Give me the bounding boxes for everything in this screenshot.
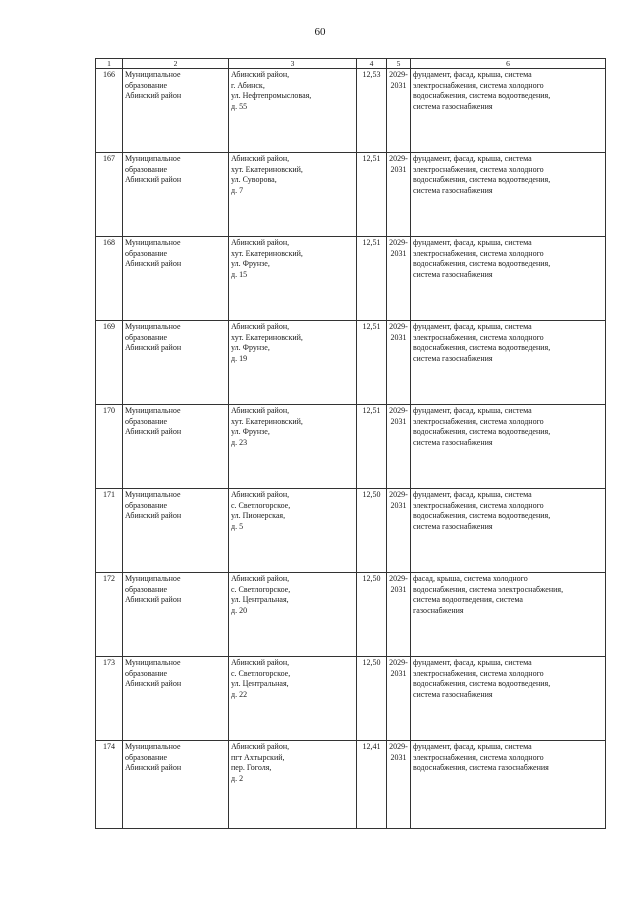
row-number: 173	[96, 657, 123, 741]
cost-cell: 12,53	[357, 69, 387, 153]
works-cell: фундамент, фасад, крыша, система электроснабжения, система холодного водоснабжения, система водоотведения, система газоснабжения	[411, 69, 606, 153]
municipality-cell: Муниципальное образование Абинский район	[123, 69, 229, 153]
header-col-4: 4	[357, 59, 387, 69]
repair-program-table	[95, 58, 606, 829]
period-cell: 2029- 2031	[387, 69, 411, 153]
municipality-cell: Муниципальное образование Абинский район	[123, 321, 229, 405]
cost-cell: 12,51	[357, 321, 387, 405]
address-cell: Абинский район, хут. Екатериновский, ул. Суворова, д. 7	[229, 153, 357, 237]
header-col-3: 3	[229, 59, 357, 69]
table-row	[96, 741, 606, 829]
cost-cell: 12,51	[357, 405, 387, 489]
municipality-cell: Муниципальное образование Абинский район	[123, 657, 229, 741]
municipality-cell: Муниципальное образование Абинский район	[123, 741, 229, 829]
works-cell: фасад, крыша, система холодного водоснабжения, система электроснабжения, система водоотведения, система газоснабжения	[411, 573, 606, 657]
header-col-1: 1	[96, 59, 123, 69]
row-number: 171	[96, 489, 123, 573]
row-number: 169	[96, 321, 123, 405]
table-row	[96, 237, 606, 321]
page-number: 60	[314, 26, 326, 38]
row-number: 166	[96, 69, 123, 153]
period-cell: 2029- 2031	[387, 573, 411, 657]
header-col-6: 6	[411, 59, 606, 69]
cost-cell: 12,50	[357, 489, 387, 573]
address-cell: Абинский район, с. Светлогорское, ул. Пионерская, д. 5	[229, 489, 357, 573]
municipality-cell: Муниципальное образование Абинский район	[123, 573, 229, 657]
row-number: 168	[96, 237, 123, 321]
header-col-5: 5	[387, 59, 411, 69]
period-cell: 2029- 2031	[387, 153, 411, 237]
cost-cell: 12,51	[357, 153, 387, 237]
table-row	[96, 489, 606, 573]
table-row	[96, 69, 606, 153]
table-row	[96, 573, 606, 657]
header-row	[96, 59, 606, 69]
period-cell: 2029- 2031	[387, 237, 411, 321]
row-number: 174	[96, 741, 123, 829]
table-row	[96, 657, 606, 741]
address-cell: Абинский район, пгт Ахтырский, пер. Гоголя, д. 2	[229, 741, 357, 829]
works-cell: фундамент, фасад, крыша, система электроснабжения, система холодного водоснабжения, система водоотведения, система газоснабжения	[411, 321, 606, 405]
works-cell: фундамент, фасад, крыша, система электроснабжения, система холодного водоснабжения, система водоотведения, система газоснабжения	[411, 405, 606, 489]
address-cell: Абинский район, хут. Екатериновский, ул. Фрунзе, д. 23	[229, 405, 357, 489]
period-cell: 2029- 2031	[387, 657, 411, 741]
row-number: 170	[96, 405, 123, 489]
address-cell: Абинский район, хут. Екатериновский, ул. Фрунзе, д. 15	[229, 237, 357, 321]
works-cell: фундамент, фасад, крыша, система электроснабжения, система холодного водоснабжения, система водоотведения, система газоснабжения	[411, 489, 606, 573]
municipality-cell: Муниципальное образование Абинский район	[123, 405, 229, 489]
row-number: 167	[96, 153, 123, 237]
period-cell: 2029- 2031	[387, 321, 411, 405]
address-cell: Абинский район, хут. Екатериновский, ул. Фрунзе, д. 19	[229, 321, 357, 405]
municipality-cell: Муниципальное образование Абинский район	[123, 489, 229, 573]
cost-cell: 12,41	[357, 741, 387, 829]
address-cell: Абинский район, с. Светлогорское, ул. Центральная, д. 20	[229, 573, 357, 657]
header-col-2: 2	[123, 59, 229, 69]
row-number: 172	[96, 573, 123, 657]
works-cell: фундамент, фасад, крыша, система электроснабжения, система холодного водоснабжения, система газоснабжения	[411, 741, 606, 829]
works-cell: фундамент, фасад, крыша, система электроснабжения, система холодного водоснабжения, система водоотведения, система газоснабжения	[411, 153, 606, 237]
address-cell: Абинский район, г. Абинск, ул. Нефтепромысловая, д. 55	[229, 69, 357, 153]
table-row	[96, 153, 606, 237]
table-row	[96, 321, 606, 405]
municipality-cell: Муниципальное образование Абинский район	[123, 237, 229, 321]
table-row	[96, 405, 606, 489]
municipality-cell: Муниципальное образование Абинский район	[123, 153, 229, 237]
period-cell: 2029- 2031	[387, 741, 411, 829]
period-cell: 2029- 2031	[387, 489, 411, 573]
works-cell: фундамент, фасад, крыша, система электроснабжения, система холодного водоснабжения, система водоотведения, система газоснабжения	[411, 237, 606, 321]
address-cell: Абинский район, с. Светлогорское, ул. Центральная, д. 22	[229, 657, 357, 741]
works-cell: фундамент, фасад, крыша, система электроснабжения, система холодного водоснабжения, система водоотведения, система газоснабжения	[411, 657, 606, 741]
cost-cell: 12,50	[357, 573, 387, 657]
cost-cell: 12,51	[357, 237, 387, 321]
period-cell: 2029- 2031	[387, 405, 411, 489]
cost-cell: 12,50	[357, 657, 387, 741]
